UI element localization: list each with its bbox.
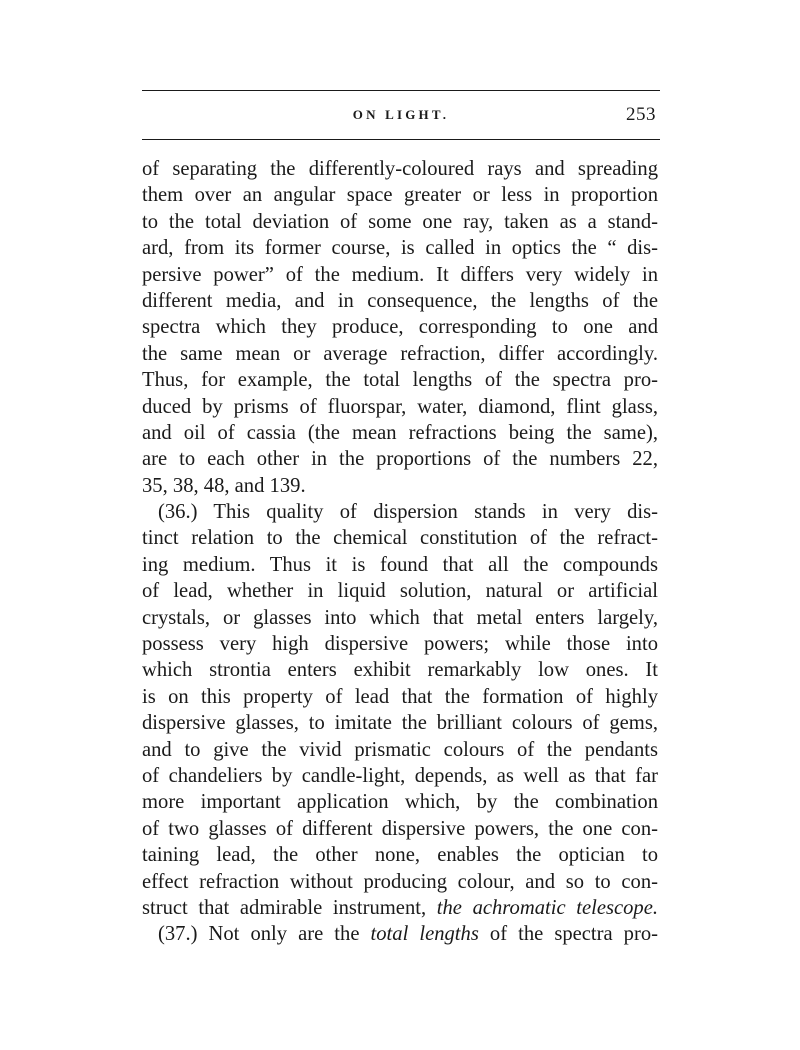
text-line: the same mean or average refraction, differ accordingly. xyxy=(142,342,658,365)
text-line: dispersive glasses, to imitate the brilliant colours of gems, xyxy=(142,712,658,735)
line-text: struct that admirable instrument, xyxy=(142,896,437,919)
text-line: tinct relation to the chemical constitution of the refract- xyxy=(142,527,658,550)
text-line: ing medium. Thus it is found that all the compounds xyxy=(142,553,658,576)
paragraph-36-first-line: (36.) This quality of dispersion stands in very dis- xyxy=(158,501,658,524)
text-line: are to each other in the proportions of the numbers 22, xyxy=(142,448,658,471)
text-line: of two glasses of different dispersive powers, the one con- xyxy=(142,817,658,840)
text-line: persive power” of the medium. It differs very widely in xyxy=(142,263,658,286)
text-line: spectra which they produce, corresponding to one and xyxy=(142,316,658,339)
text-line: duced by prisms of fluorspar, water, diamond, flint glass, xyxy=(142,395,658,418)
text-line: effect refraction without producing colour, and so to con- xyxy=(142,870,658,893)
text-line: is on this property of lead that the formation of highly xyxy=(142,685,658,708)
italic-phrase: the achromatic telescope. xyxy=(436,896,658,919)
header-top-rule xyxy=(142,90,660,91)
page-number: 253 xyxy=(626,104,656,125)
text-line: of lead, whether in liquid solution, natural or artificial xyxy=(142,580,658,603)
text-line: which strontia enters exhibit remarkably low ones. It xyxy=(142,659,658,682)
text-line: crystals, or glasses into which that metal enters largely, xyxy=(142,606,658,629)
paragraph-end-line: 35, 38, 48, and 139. xyxy=(142,474,306,497)
body-text xyxy=(142,156,658,948)
paragraph-37-first-line xyxy=(142,921,658,947)
text-line: possess very high dispersive powers; while those into xyxy=(142,633,658,656)
text-line: to the total deviation of some one ray, taken as a stand- xyxy=(142,210,658,233)
text-line: and oil of cassia (the mean refractions being the same), xyxy=(142,421,658,444)
text-line: them over an angular space greater or less in proportion xyxy=(142,184,658,207)
running-head xyxy=(142,104,660,130)
italic-phrase: total lengths xyxy=(370,923,479,946)
line-text: of the spectra pro- xyxy=(478,923,658,946)
running-title: ON LIGHT. xyxy=(352,107,450,122)
text-line: taining lead, the other none, enables the optician to xyxy=(142,844,658,867)
text-line: and to give the vivid prismatic colours of the pendants xyxy=(142,738,658,761)
text-line: more important application which, by the combination xyxy=(142,791,658,814)
line-text: (37.) Not only are the xyxy=(158,923,371,946)
text-line: of chandeliers by candle-light, depends, as well as that far xyxy=(142,764,658,787)
text-line-with-italic xyxy=(142,895,658,921)
text-line: different media, and in consequence, the lengths of the xyxy=(142,289,658,312)
text-line: ard, from its former course, is called in optics the “ dis- xyxy=(142,237,658,260)
text-line: Thus, for example, the total lengths of the spectra pro- xyxy=(142,369,658,392)
text-line: of separating the differently-coloured rays and spreading xyxy=(142,158,658,180)
header-bottom-rule xyxy=(142,139,660,140)
